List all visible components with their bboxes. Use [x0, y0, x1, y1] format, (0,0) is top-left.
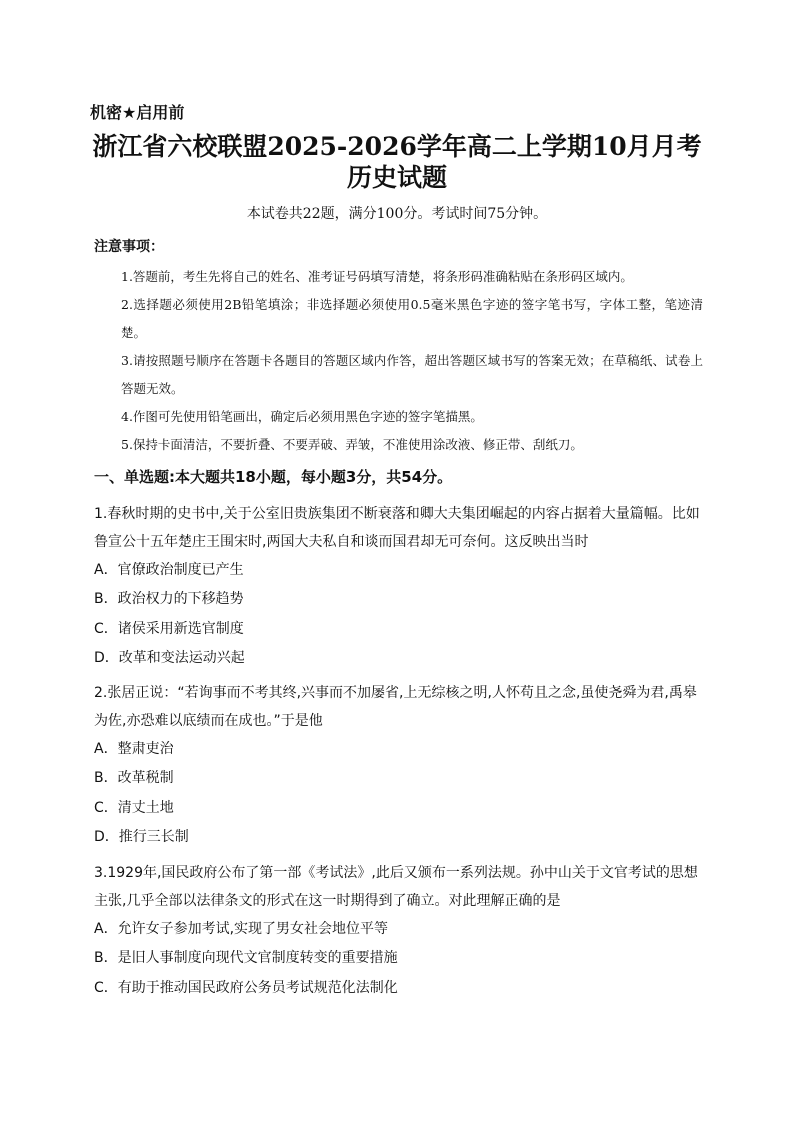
- notice-heading: 注意事项：: [94, 239, 164, 255]
- confidential-label: 机密★启用前: [90, 103, 185, 122]
- option-b: B．政治权力的下移趋势: [94, 591, 244, 608]
- option-a: A．整肃吏治: [94, 741, 174, 757]
- option-c: C．清丈土地: [94, 799, 174, 816]
- question-3: [94, 859, 706, 1003]
- option-a: A．官僚政治制度已产生: [94, 562, 244, 578]
- option-c: C．有助于推动国民政府公务员考试规范化法制化: [94, 979, 398, 996]
- notice-item: 5.保持卡面清洁，不要折叠、不要弄破、弄皱，不准使用涂改液、修正带、刮纸刀。: [121, 437, 583, 452]
- option-b: B．改革税制: [94, 770, 174, 787]
- question-stem: 3.1929年,国民政府公布了第一部《考试法》,此后又颁布一系列法规。孙中山关于文官考试的思想主张,几乎全部以法律条文的形式在这一时期得到了确立。对此理解正确的是: [94, 865, 698, 909]
- question-2: [94, 679, 706, 852]
- option-c: C．诸侯采用新选官制度: [94, 620, 244, 637]
- notice-item: 3.请按照题号顺序在答题卡各题目的答题区域内作答，超出答题区域书写的答案无效；在草稿纸、试卷上答题无效。: [121, 353, 703, 396]
- notice-item: 4.作图可先使用铅笔画出，确定后必须用黑色字迹的签字笔描黑。: [121, 409, 483, 424]
- notice-list: [121, 263, 703, 459]
- notice-item: 2.选择题必须使用2B铅笔填涂；非选择题必须使用0.5毫米黑色字迹的签字笔书写，字体工整，笔迹清楚。: [121, 297, 703, 340]
- question-1: [94, 500, 706, 673]
- section-heading: 一、单选题:本大题共18小题，每小题3分，共54分。: [94, 468, 453, 486]
- option-a: A．允许女子参加考试,实现了男女社会地位平等: [94, 921, 389, 937]
- option-d: D．推行三长制: [94, 828, 189, 845]
- notice-item: 1.答题前，考生先将自己的姓名、准考证号码填写清楚，将条形码准确粘贴在条形码区域内。: [121, 269, 633, 284]
- question-stem: 2.张居正说：“若询事而不考其终,兴事而不加屡省,上无综核之明,人怀苟且之念,虽使尧舜为君,禹皋为佐,亦恐难以底绩而在成也。”于是他: [94, 685, 697, 729]
- question-stem: 1.春秋时期的史书中,关于公室旧贵族集团不断衰落和卿大夫集团崛起的内容占据着大量篇幅。比如鲁宣公十五年楚庄王围宋时,两国大夫私自和谈而国君却无可奈何。这反映出当时: [94, 506, 700, 550]
- option-b: B．是旧人事制度向现代文官制度转变的重要措施: [94, 950, 398, 967]
- exam-subtitle: 本试卷共22题，满分100分。考试时间75分钟。: [246, 206, 548, 222]
- option-d: D．改革和变法运动兴起: [94, 649, 245, 666]
- exam-title: 浙江省六校联盟2025-2026学年高二上学期10月月考历史试题: [92, 132, 702, 192]
